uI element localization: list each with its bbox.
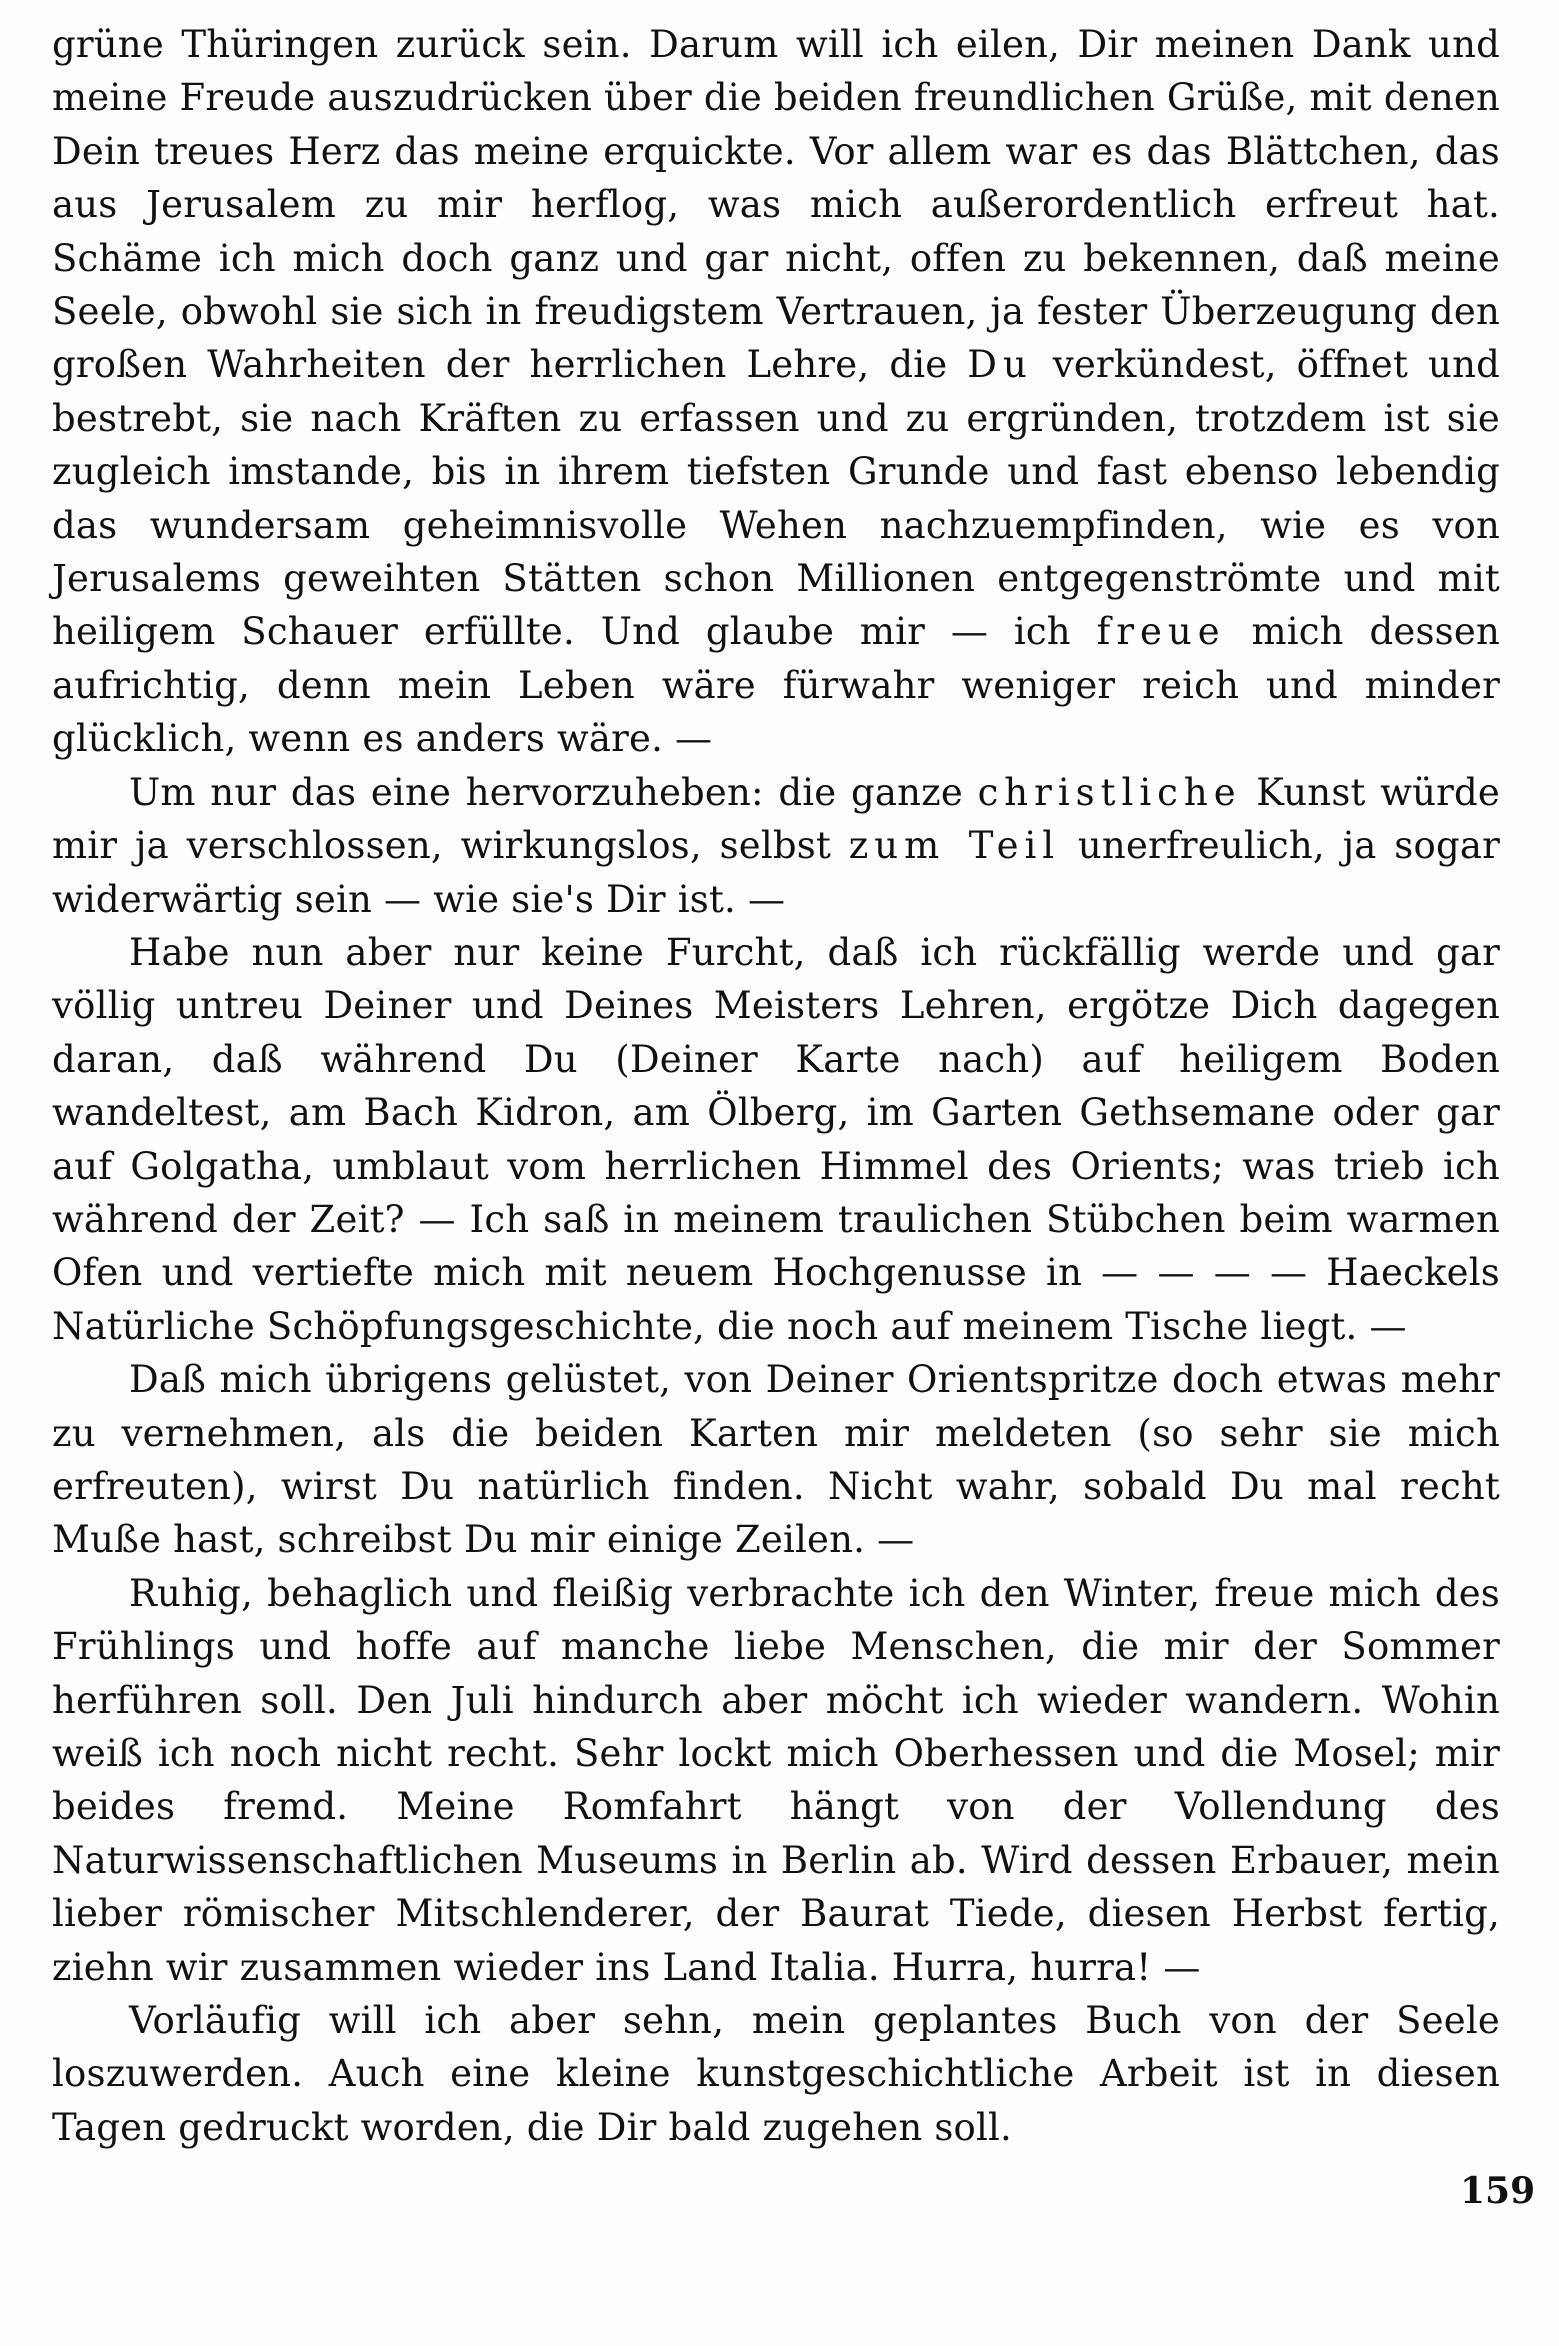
page-number: 159 xyxy=(1460,2170,1536,2212)
paragraph-5 xyxy=(52,1567,1500,1994)
text-segment: verkündest, öffnet und bestrebt, sie nach Kräften zu erfassen und zu ergründen, trotzdem ist sie zugleich imstande, bis in ihrem tiefsten Grunde und fast ebenso lebendig das wundersam geheimnisvolle Wehen nachzuempfinden, wie es von Jerusalems geweihten Stätten schon Millionen entgegenströmte und mit heiligem Schauer erfüllte. Und glaube mir — ich xyxy=(52,343,1500,654)
text-segment: Vorläufig will ich aber sehn, mein geplantes Buch von der Seele loszuwerden. Auch eine kleine kunstgeschichtliche Arbeit ist in diesen Tagen gedruckt worden, die Dir bald zugehen soll. xyxy=(52,1999,1500,2149)
emphasis-spaced: Du xyxy=(967,343,1033,387)
text-segment: Habe nun aber nur keine Furcht, daß ich rückfällig werde und gar völlig untreu Deiner und Deines Meisters Lehren, ergötze Dich dagegen daran, daß während Du (Deiner Karte nach) auf heiligem Boden wandeltest, am Bach Kidron, am Ölberg, im Garten Gethsemane oder gar auf Golgatha, umblaut vom herrlichen Himmel des Orients; was trieb ich während der Zeit? — Ich saß in meinem traulichen Stübchen beim warmen Ofen und vertiefte mich mit neuem Hochgenusse in — — — — Haeckels Natürliche Schöpfungsgeschichte, die noch auf meinem Tische liegt. — xyxy=(52,930,1500,1348)
paragraph-1 xyxy=(52,18,1500,766)
emphasis-spaced: zum Teil xyxy=(848,824,1061,868)
paragraph-2 xyxy=(52,766,1500,926)
emphasis-spaced: christliche xyxy=(977,770,1242,814)
text-segment: Um nur das eine hervorzuheben: die ganze xyxy=(129,770,978,814)
text-segment: Ruhig, behaglich und fleißig verbrachte ich den Winter, freue mich des Frühlings und hoffe auf manche liebe Menschen, die mir der Sommer herführen soll. Den Juli hindurch aber möcht ich wieder wandern. Wohin weiß ich noch nicht recht. Sehr lockt mich Oberhessen und die Mosel; mir beides fremd. Meine Romfahrt hängt von der Vollendung des Naturwissenschaftlichen Museums in Berlin ab. Wird dessen Erbauer, mein lieber römischer Mitschlenderer, der Baurat Tiede, diesen Herbst fertig, ziehn wir zusammen wieder ins Land Italia. Hurra, hurra! — xyxy=(52,1571,1500,1989)
text-segment: grüne Thüringen zurück sein. Darum will ich eilen, Dir meinen Dank und meine Freude auszudrücken über die beiden freundlichen Grüße, mit denen Dein treues Herz das meine erquickte. Vor allem war es das Blättchen, das aus Jerusalem zu mir herflog, was mich außerordentlich erfreut hat. Schäme ich mich doch ganz und gar nicht, offen zu bekennen, daß meine Seele, obwohl sie sich in freudigstem Vertrauen, ja fester Überzeugung den großen Wahrheiten der herrlichen Lehre, die xyxy=(52,23,1500,387)
paragraph-4 xyxy=(52,1353,1500,1567)
text-segment: Daß mich übrigens gelüstet, von Deiner Orientspritze doch etwas mehr zu vernehmen, als die beiden Karten mir meldeten (so sehr sie mich erfreuten), wirst Du natürlich finden. Nicht wahr, sobald Du mal recht Muße hast, schreibst Du mir einige Zeilen. — xyxy=(52,1358,1500,1562)
paragraph-6 xyxy=(52,1994,1500,2154)
text-segment: Kunst würde mir ja verschlossen, wirkungslos, selbst xyxy=(52,770,1500,868)
body-text xyxy=(52,18,1500,2154)
emphasis-spaced: freue xyxy=(1096,610,1226,654)
paragraph-3 xyxy=(52,926,1500,1353)
text-segment: unerfreulich, ja sogar widerwärtig sein — wie sie's Dir ist. — xyxy=(52,824,1500,921)
text-segment: mich dessen aufrichtig, denn mein Leben wäre fürwahr weniger reich und minder glücklich, wenn es anders wäre. — xyxy=(52,610,1500,761)
